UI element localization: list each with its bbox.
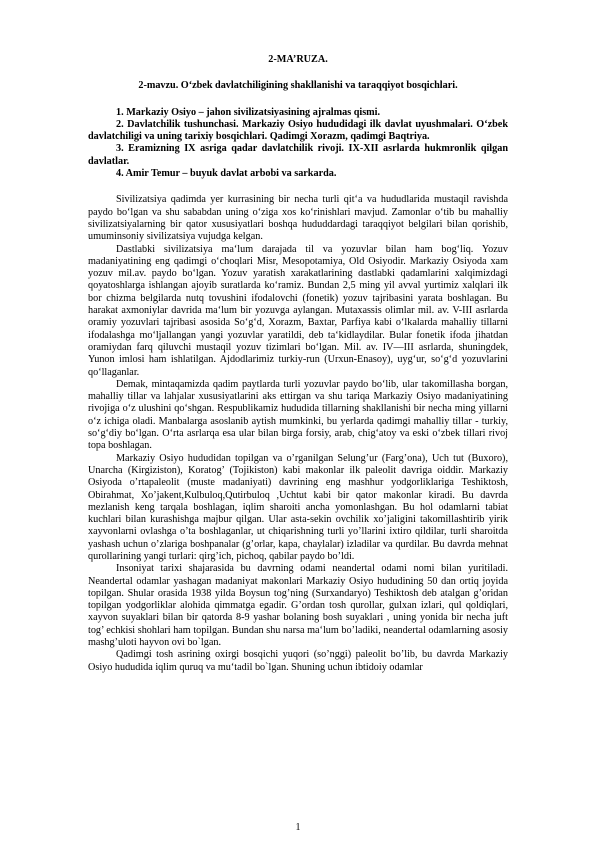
lecture-title: 2-MA’RUZA. bbox=[268, 54, 328, 65]
plan-item: 1. Markaziy Osiyo – jahon sivilizatsiyasining ajralmas qismi. bbox=[116, 106, 381, 118]
plan-item: 2. Davlatchilik tushunchasi. Markaziy Osiyo hududidagi ilk davlat uyushmalari. O‘zbek davlatchiligi va uning tarixiy bosqichlari. Qadimgi Xorazm, qadimgi Baqtriya. bbox=[88, 118, 508, 143]
body-paragraph: Demak, mintaqamizda qadim paytlarda turli yozuvlar paydo bo‘lib, ular takomillasha borgan, mahalliy tillar va lahjalar xususiyatlarini aks ettirgan va shu tariqa Markaziy Osiyo madaniyatining rivojiga o‘z ulushini qo‘shgan. Respublikamiz hududida tillarning shakllanishi bir necha ming yillarni o‘z ichiga oladi. Manbalarga asoslanib aytish mumkinki, bu yerlarda qadimgi mahalliy tillar - turkiy, so‘g‘diy bo‘lgan. O‘rta asrlarqa esa ular bilan birga forsiy, arab, chig‘atoy va eski o‘zbek tillari rivoj topa boshlagan. bbox=[88, 378, 508, 452]
page-number: 1 bbox=[295, 822, 301, 833]
lecture-body bbox=[88, 194, 508, 674]
plan-item: 4. Amir Temur – buyuk davlat arbobi va sarkarda. bbox=[116, 168, 337, 180]
body-paragraph: Dastlabki sivilizatsiya ma‘lum darajada til va yozuvlar bilan ham bog‘liq. Yozuv madaniyatining eng qadimgi o‘choqlari Misr, Mesopotamiya, Old Osiyodir. Markaziy Osiyoda xam yozuv mil.av. paydo bo‘lgan. Yozuv yaratish xarakatlarining dastlabki qadamlarini xalqimizdagi qoyatoshlarga ishlangan ajoyib suratlarda ko‘ramiz. Bundan 2,5 ming yil avval yurtimiz xalqlari ilk bor chizma belgilarda nutq tovushini ifodalovchi (fonetik) yozuv tajribasini yarata boshlagan. Bu harakat axmoniylar davrida ma‘lum bir yozuvga aylangan. Mutaxassis olimlar mil. av. V-III asrlarda oramiy yozuvlari tajribasi asosida So‘g‘d, Xorazm, Baxtar, Parfiya kabi o‘lkalarda mahalliy tillarni ifodalashga mo‘ljallangan yangi yozuvlar yaratildi, deb ta‘kidlaydilar. Bular fonetik ifoda jihatdan oramiydan farq qiluvchi mustaqil yozuv tizimlari bo‘lgan. Mil. av. IV—III asrlarda, shuningdek, Yunon imlosi ham ishlatilgan. Ajdodlarimiz turkiy-run (Urxun-Enasoy), uyg‘ur, so‘g‘d yozuvlarini qo‘llaganlar. bbox=[88, 243, 508, 378]
document-page bbox=[88, 40, 508, 674]
lecture-plan bbox=[88, 107, 508, 181]
plan-item: 3. Eramizning IX asriga qadar davlatchilik rivoji. IX-XII asrlarda hukmronlik qilgan davlatlar. bbox=[88, 143, 508, 167]
body-paragraph: Qadimgi tosh asrining oxirgi bosqichi yuqori (so’nggi) paleolit bo’lib, bu davrda Markaziy Osiyo hududida iqlim quruq va mu‘tadil bo`lgan. Shuning uchun ibtidoiy odamlar bbox=[88, 649, 508, 673]
topic-subtitle: 2-mavzu. O‘zbek davlatchiligining shakllanishi va taraqqiyot bosqichlari. bbox=[138, 80, 458, 92]
body-paragraph: Markaziy Osiyo hududidan topilgan va o’rganilgan Selung’ur (Farg’ona), Uch tut (Buxoro), Unarcha (Kirgiziston), Koratog’ (Tojikiston) kabi makonlar ilk paleolit davriga oiddir. Markaziy Osiyoda o’rtapaleolit (muste madaniyati) davrining eng mashhur yodgorliklariga Teshiktosh, Obirahmat, Xo’jakent,Kulbuloq,Qutirbuloq ,Uchtut kabi bir qator makonlar kiradi. Bu davrda mezlanish keng tarqala boshlagan, iqlim sharoiti ancha yomonlashgan. Bu hol odamlarni tabiat kuchlari bilan kurashishga majbur qilgan. Ular asta-sekin ovchilik xo’jaligini takomillashtirib yirik xayvonlarni ovlashga o’ta boshlaganlar, ut chiqarishning turli yo’llarini ixtiro qildilar, turli sharoitda yashash uchun o’zlariga boshpanalar (g’orlar, kapa, chaylalar) izladilar va qurdilar. Bu davrda mehnat qurollarining yangi turlari: qirg’ich, pichoq, qabilar paydo bo’ldi. bbox=[88, 452, 508, 562]
body-paragraph: Insoniyat tarixi shajarasida bu davrning odami neandertal odami nomi bilan yuritiladi. Neandertal odamlar yashagan madaniyat makonlari Markaziy Osiyo hududining 50 dan ortiq joyida topilgan. Shular orasida 1938 yilda Boysun tog’ning (Surxandaryo) Teshiktosh deb atalgan g’oridan topilgan yodgorliklar alohida qimmatga egadir. G’ordan tosh qurollar, gulxan izlari, qul qoldiqlari, xayvon suyaklari bilan bir qatorda 8-9 yashar bolaning bosh suyaklari , uning yonida bir necha juft tog’ echkisi shohlari ham topilgan. Bundan shu narsa ma‘lum bo’ladiki, neandertal odamlarning asosiy mashg’uloti hayvon ovi bo`lgan. bbox=[88, 563, 508, 649]
body-paragraph: Sivilizatsiya qadimda yer kurrasining bir necha turli qit‘a va hududlarida mustaqil ravishda paydo bo‘lgan va shu sababdan uning o‘ziga xos ko‘rinishlari mavjud. Zamonlar o‘tib bu mahalliy sivilizatsiyalarning bir qator xususiyatlari boshqa hududdardagi taraqqiyot belgilari bilan qorishib, umuminsoniy sivilizatsiya vujudga kelgan. bbox=[88, 194, 508, 243]
